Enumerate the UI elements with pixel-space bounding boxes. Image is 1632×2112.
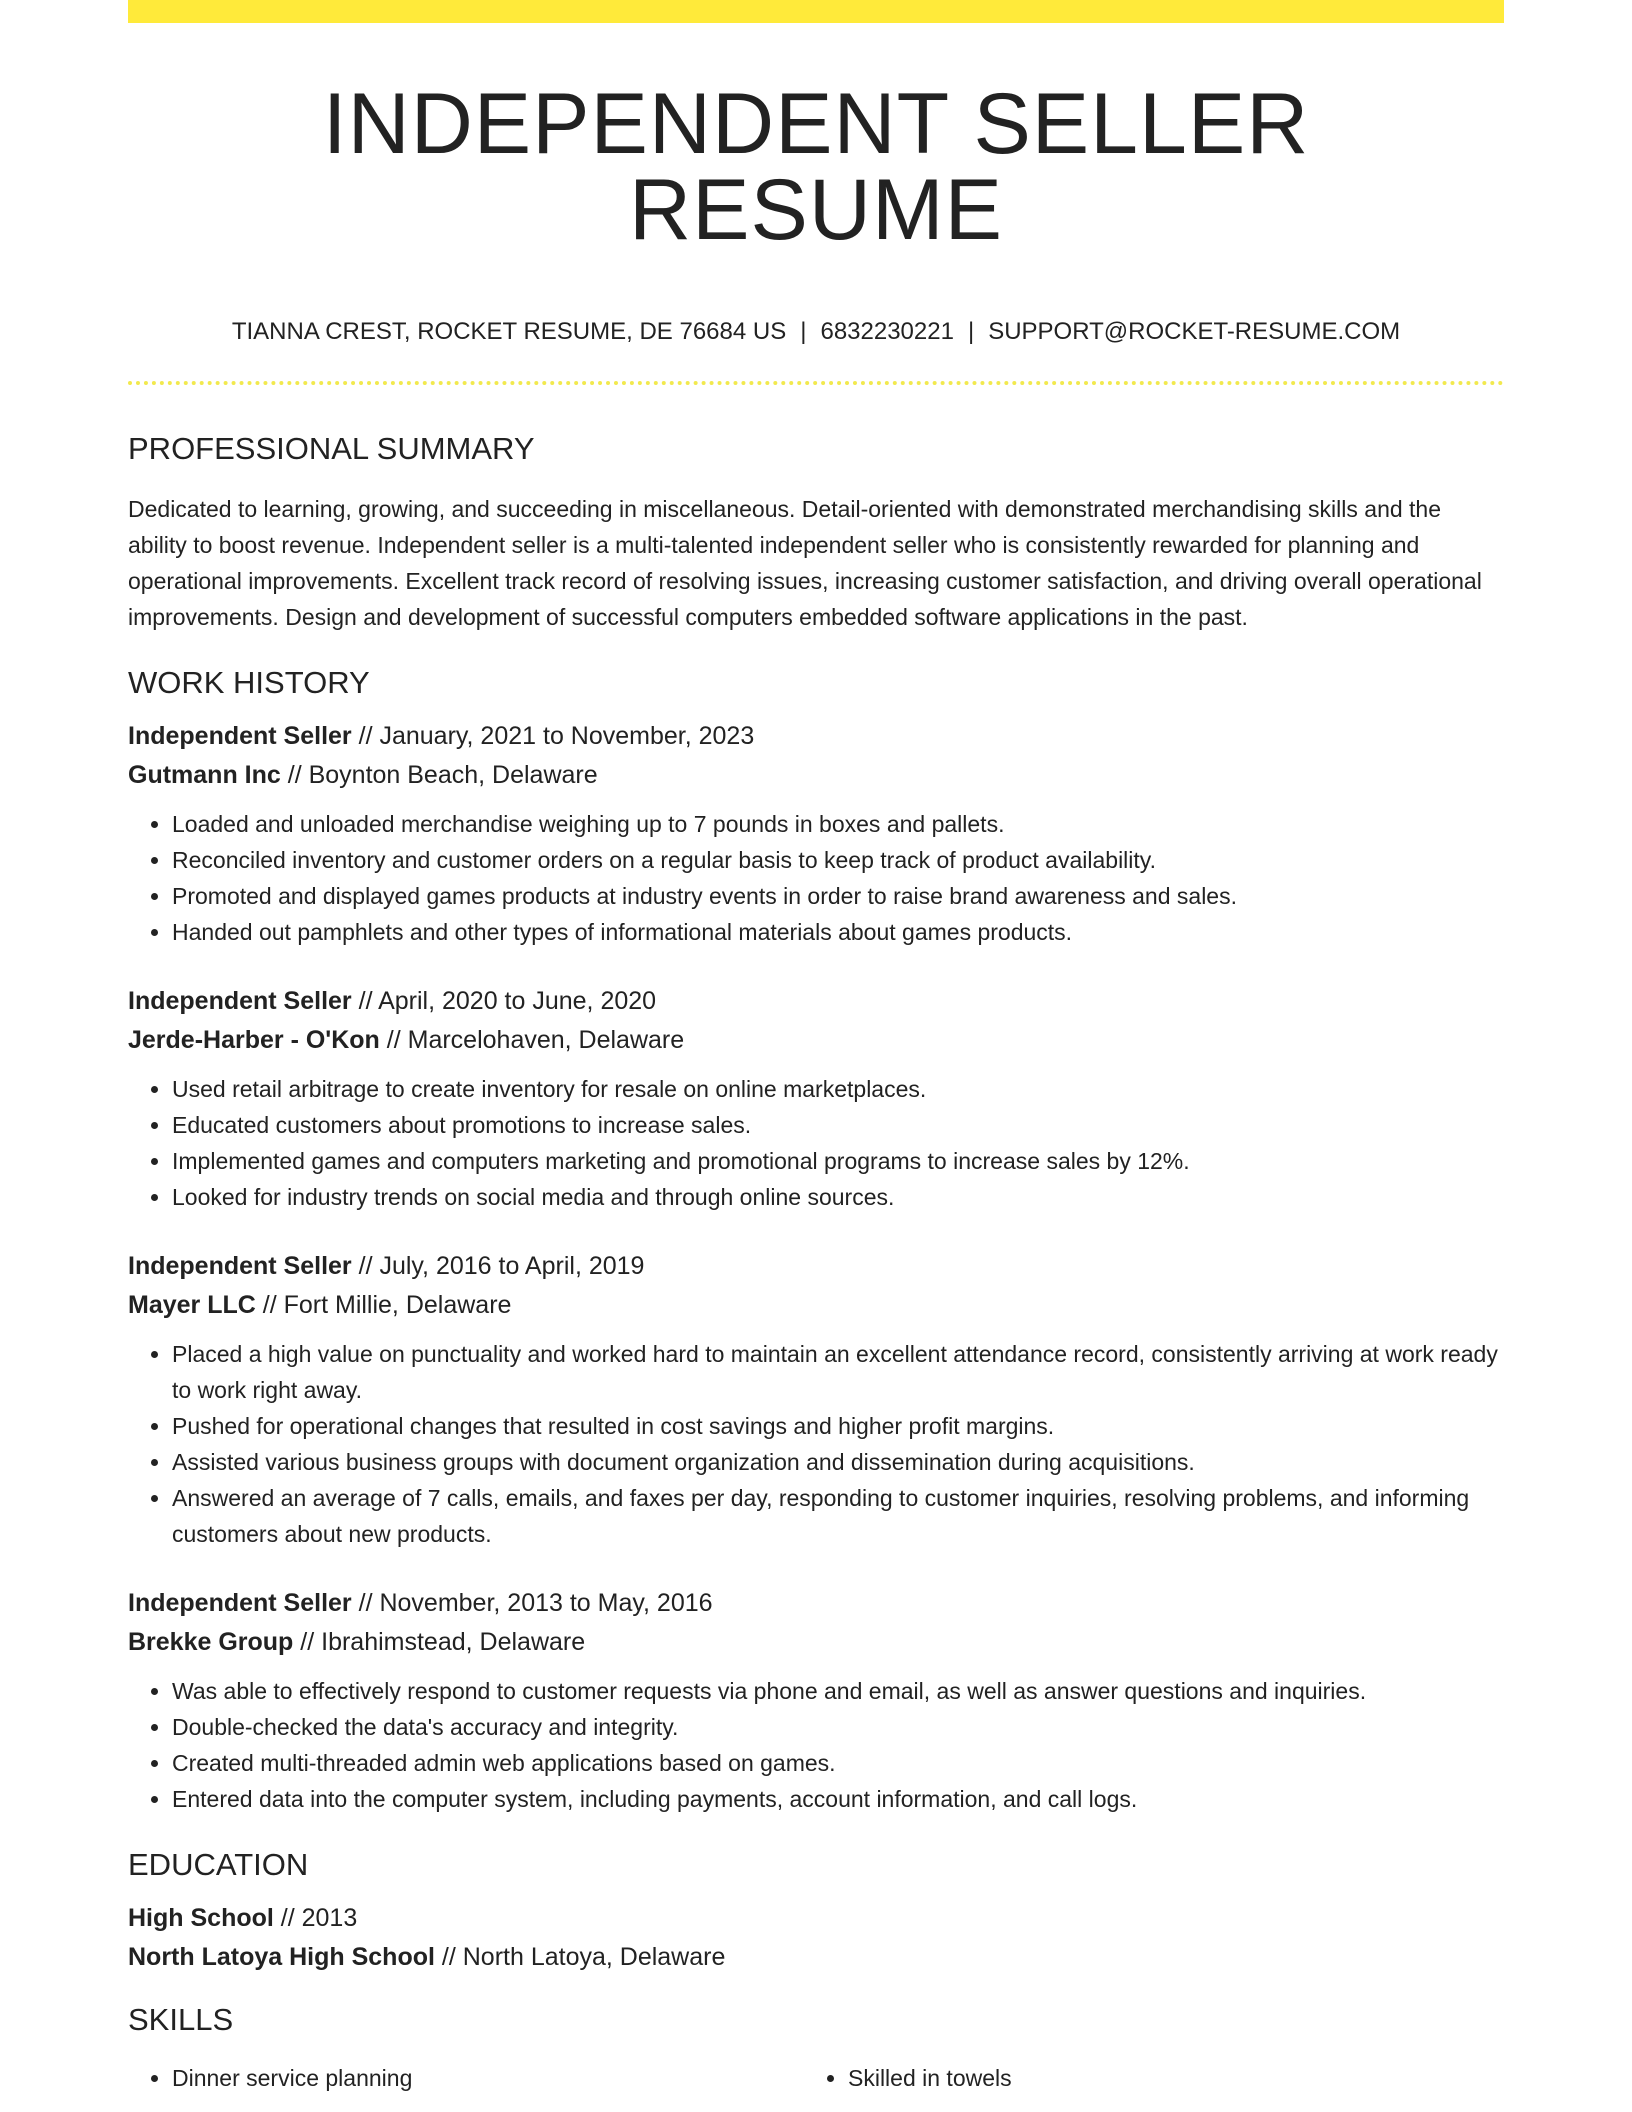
job-company: Gutmann Inc <box>128 761 281 789</box>
job-dates: // November, 2013 to May, 2016 <box>351 1589 713 1617</box>
education-year: // 2013 <box>273 1904 358 1932</box>
job-entry <box>128 721 1504 950</box>
job-title: Independent Seller <box>128 1589 352 1617</box>
education-heading: EDUCATION <box>128 1847 309 1882</box>
job-bullet: • Loaded and unloaded merchandise weighing up to 7 pounds in boxes and pallets. <box>172 806 1504 842</box>
job-dates: // July, 2016 to April, 2019 <box>351 1252 645 1280</box>
summary-heading: PROFESSIONAL SUMMARY <box>128 431 535 466</box>
job-bullet: • Reconciled inventory and customer orders on a regular basis to keep track of product availability. <box>172 842 1504 878</box>
resume-title: INDEPENDENT SELLER RESUME <box>322 76 1310 258</box>
job-title-line <box>128 721 1504 751</box>
work-history-heading: WORK HISTORY <box>128 665 370 700</box>
job-company-line <box>128 1627 1504 1657</box>
education-degree-line <box>128 1903 1504 1933</box>
dotted-divider <box>128 381 1504 385</box>
contact-email: SUPPORT@ROCKET-RESUME.COM <box>988 318 1401 345</box>
job-bullet: • Implemented games and computers marketing and promotional programs to increase sales by 12%. <box>172 1143 1504 1179</box>
skill-item: • Skilled in towels <box>848 2060 1480 2096</box>
contact-separator: | <box>800 318 807 345</box>
job-bullet: • Entered data into the computer system, including payments, account information, and call logs. <box>172 1781 1504 1817</box>
job-title: Independent Seller <box>128 722 352 750</box>
education-degree: High School <box>128 1904 274 1932</box>
job-company: Jerde-Harber - O'Kon <box>128 1026 380 1054</box>
job-bullet-list <box>128 806 1504 950</box>
contact-separator: | <box>967 318 975 345</box>
education-school-line <box>128 1942 1504 1972</box>
job-bullet: • Promoted and displayed games products at industry events in order to raise brand awareness and sales. <box>172 878 1504 914</box>
job-bullet-list <box>128 1673 1504 1817</box>
job-company: Mayer LLC <box>128 1291 256 1319</box>
job-company-line <box>128 1290 1504 1320</box>
job-entry <box>128 986 1504 1215</box>
job-company-line <box>128 1025 1504 1055</box>
resume-page <box>128 0 1504 2096</box>
job-bullet-list <box>128 1336 1504 1552</box>
job-bullet: • Answered an average of 7 calls, emails, and faxes per day, responding to customer inquiries, resolving problems, and informing customers about new products. <box>172 1480 1504 1552</box>
job-bullet: • Placed a high value on punctuality and worked hard to maintain an excellent attendance record, consistently arriving at work ready to work right away. <box>172 1336 1504 1408</box>
job-bullet: • Looked for industry trends on social media and through online sources. <box>172 1179 1504 1215</box>
skills-column-right <box>804 2060 1480 2096</box>
job-dates: // January, 2021 to November, 2023 <box>351 722 755 750</box>
contact-phone: 6832230221 <box>820 318 954 345</box>
skills-list <box>128 2060 1504 2096</box>
job-bullet: • Pushed for operational changes that resulted in cost savings and higher profit margins. <box>172 1408 1504 1444</box>
job-location: // Marcelohaven, Delaware <box>379 1026 685 1054</box>
job-location: // Ibrahimstead, Delaware <box>293 1628 586 1656</box>
job-location: // Fort Millie, Delaware <box>255 1291 512 1319</box>
job-title: Independent Seller <box>128 1252 352 1280</box>
job-bullet: • Assisted various business groups with document organization and dissemination during acquisitions. <box>172 1444 1504 1480</box>
job-entry <box>128 1588 1504 1817</box>
work-history-list <box>128 721 1504 1817</box>
job-bullet: • Handed out pamphlets and other types of informational materials about games products. <box>172 914 1504 950</box>
job-bullet-list <box>128 1071 1504 1215</box>
job-bullet: • Double-checked the data's accuracy and integrity. <box>172 1709 1504 1745</box>
contact-address: TIANNA CREST, ROCKET RESUME, DE 76684 US <box>231 318 787 345</box>
job-title: Independent Seller <box>128 987 352 1015</box>
job-title-line <box>128 1251 1504 1281</box>
job-title-line <box>128 1588 1504 1618</box>
skills-column-left <box>128 2060 804 2096</box>
job-company: Brekke Group <box>128 1628 294 1656</box>
job-company-line <box>128 760 1504 790</box>
accent-top-bar <box>128 0 1504 23</box>
contact-line <box>128 317 1504 347</box>
job-dates: // April, 2020 to June, 2020 <box>351 987 657 1015</box>
job-bullet: • Created multi-threaded admin web applications based on games. <box>172 1745 1504 1781</box>
education-location: // North Latoya, Delaware <box>434 1943 726 1971</box>
job-bullet: • Used retail arbitrage to create inventory for resale on online marketplaces. <box>172 1071 1504 1107</box>
skill-item: • Dinner service planning <box>172 2060 804 2096</box>
summary-text: Dedicated to learning, growing, and succeeding in miscellaneous. Detail-oriented with demonstrated merchandising skills and the ability to boost revenue. Independent seller is a multi-talented independent seller who is consistently rewarded for planning and operational improvements. Excellent track record of resolving issues, increasing customer satisfaction, and driving overall operational improvements. Design and development of successful computers embedded software applications in the past. <box>128 496 1482 630</box>
job-title-line <box>128 986 1504 1016</box>
job-entry <box>128 1251 1504 1552</box>
education-school: North Latoya High School <box>128 1943 435 1971</box>
skills-heading: SKILLS <box>128 2002 234 2037</box>
job-location: // Boynton Beach, Delaware <box>280 761 598 789</box>
job-bullet: • Was able to effectively respond to customer requests via phone and email, as well as answer questions and inquiries. <box>172 1673 1504 1709</box>
job-bullet: • Educated customers about promotions to increase sales. <box>172 1107 1504 1143</box>
